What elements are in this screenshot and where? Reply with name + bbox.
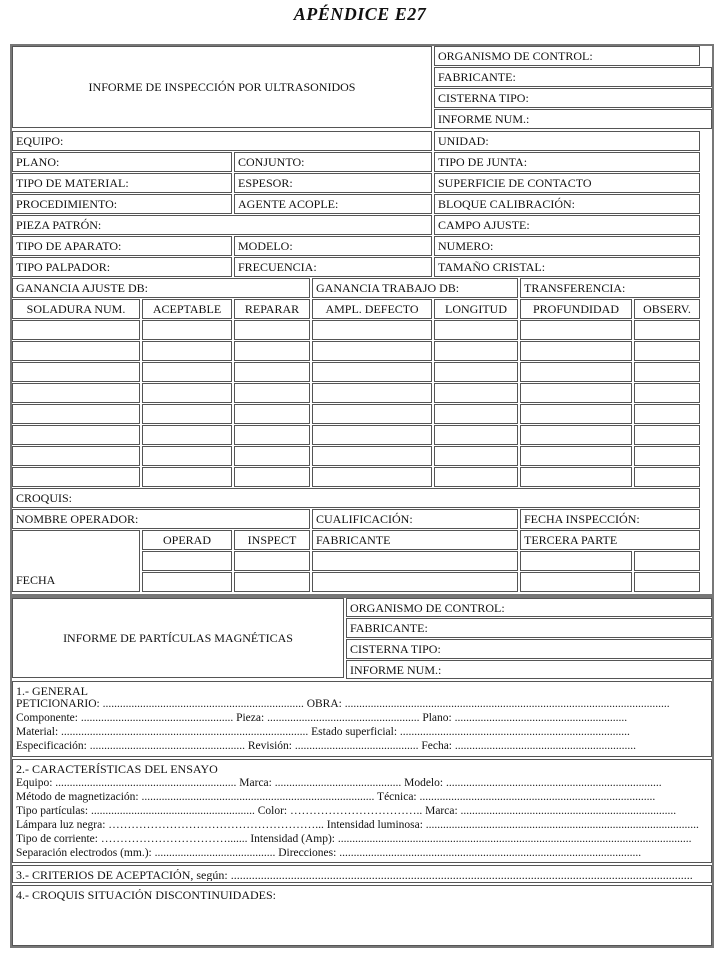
ut-superficie-field[interactable]: SUPERFICIE DE CONTACTO (434, 173, 700, 193)
col-header-observ: OBSERV. (634, 299, 700, 319)
ut-cis-field[interactable]: CISTERNA TIPO: (434, 88, 712, 108)
mp-report-title (12, 598, 344, 678)
mp-general-line-peticionario[interactable]: PETICIONARIO: ...................................................................... OBRA: ................................................................................................................. (16, 699, 670, 710)
ut-fecha-label: FECHA (12, 571, 140, 592)
ut-grid-cell-ampl-defecto[interactable] (312, 341, 432, 361)
ut-grid-cell-aceptable[interactable] (142, 320, 232, 340)
ut-plano-field[interactable]: PLANO: (12, 152, 232, 172)
ut-grid-cell-aceptable[interactable] (142, 467, 232, 487)
ut-grid-cell-profundidad[interactable] (520, 341, 632, 361)
ut-date-inspect[interactable] (234, 572, 310, 592)
ut-cualificacion-field[interactable]: CUALIFICACIÓN: (312, 509, 518, 529)
ut-espesor-field[interactable]: ESPESOR: (234, 173, 432, 193)
mp-ensayo-section (12, 759, 712, 863)
ut-date-fabricante[interactable] (312, 572, 518, 592)
ut-grid-cell-soldadura[interactable] (12, 425, 140, 445)
ut-grid-cell-reparar[interactable] (234, 425, 310, 445)
ut-frecuencia-field[interactable]: FRECUENCIA: (234, 257, 432, 277)
ut-grid-cell-profundidad[interactable] (520, 425, 632, 445)
col-header-longitud: LONGITUD (434, 299, 518, 319)
ut-sign-inspect-1[interactable] (234, 551, 310, 571)
ut-equipo-field[interactable]: EQUIPO: (12, 131, 432, 151)
ut-grid-cell-observ[interactable] (634, 425, 700, 445)
ut-material-field[interactable]: TIPO DE MATERIAL: (12, 173, 232, 193)
ut-grid-cell-soldadura[interactable] (12, 404, 140, 424)
ut-date-operad[interactable] (142, 572, 232, 592)
ut-grid-cell-ampl-defecto[interactable] (312, 446, 432, 466)
ut-operador-field[interactable]: NOMBRE OPERADOR: (12, 509, 310, 529)
ut-campo-field[interactable]: CAMPO AJUSTE: (434, 215, 700, 235)
mp-general-line-especificacion[interactable]: Especificación: ...................................................... Revisión: ........................................... Fecha: ............................................................... (16, 741, 636, 752)
mp-cis-field[interactable]: CISTERNA TIPO: (346, 639, 712, 659)
ut-grid-cell-reparar[interactable] (234, 320, 310, 340)
ut-grid-cell-aceptable[interactable] (142, 341, 232, 361)
inspection-form (10, 44, 714, 948)
ut-grid-cell-ampl-defecto[interactable] (312, 404, 432, 424)
ut-grid-cell-longitud[interactable] (434, 362, 518, 382)
mp-org-field[interactable]: ORGANISMO DE CONTROL: (346, 598, 712, 617)
ut-modelo-field[interactable]: MODELO: (234, 236, 432, 256)
ut-report-title-text: INFORME DE INSPECCIÓN POR ULTRASONIDOS (88, 80, 356, 94)
ut-grid-cell-reparar[interactable] (234, 467, 310, 487)
mp-ensayo-line-particulas[interactable]: Tipo partículas: ......................................................... Color: …………………………….. Marca: ........................................................................... (16, 806, 677, 817)
ut-grid-cell-aceptable[interactable] (142, 425, 232, 445)
ut-grid-cell-profundidad[interactable] (520, 446, 632, 466)
ut-grid-cell-ampl-defecto[interactable] (312, 467, 432, 487)
mp-criterios-section (12, 865, 712, 883)
ut-grid-cell-longitud[interactable] (434, 320, 518, 340)
mp-ensayo-title: 2.- CARACTERÍSTICAS DEL ENSAYO (16, 763, 218, 775)
ut-grid-cell-observ[interactable] (634, 383, 700, 403)
ut-grid-cell-profundidad[interactable] (520, 467, 632, 487)
col-header-soldadura: SOLADURA NUM. (12, 299, 140, 319)
ut-sign-fabricante-1[interactable] (312, 551, 518, 571)
col-header-reparar: REPARAR (234, 299, 310, 319)
ut-procedimiento-field[interactable]: PROCEDIMIENTO: (12, 194, 232, 214)
ut-grid-cell-soldadura[interactable] (12, 341, 140, 361)
ut-grid-cell-aceptable[interactable] (142, 446, 232, 466)
ut-grid-cell-ampl-defecto[interactable] (312, 383, 432, 403)
ut-grid-cell-soldadura[interactable] (12, 467, 140, 487)
mp-croquis-title: 4.- CROQUIS SITUACIÓN DISCONTINUIDADES: (16, 889, 276, 901)
ut-date-tercera-2[interactable] (634, 572, 700, 592)
ut-transferencia-field[interactable]: TRANSFERENCIA: (520, 278, 700, 298)
page-title: APÉNDICE E27 (293, 4, 427, 24)
ut-grid-cell-reparar[interactable] (234, 404, 310, 424)
mp-ensayo-line-electrodos[interactable]: Separación electrodos (mm.): .......................................... Direcciones: ......................................................................................................... (16, 848, 642, 859)
ut-grid-cell-reparar[interactable] (234, 341, 310, 361)
ut-grid-cell-observ[interactable] (634, 320, 700, 340)
ut-grid-cell-profundidad[interactable] (520, 404, 632, 424)
ut-agente-field[interactable]: AGENTE ACOPLE: (234, 194, 432, 214)
mp-report-title-text: INFORME DE PARTÍCULAS MAGNÉTICAS (63, 631, 293, 645)
mp-general-section (12, 681, 712, 757)
ut-fabricante-label: FABRICANTE (312, 530, 518, 550)
ut-grid-cell-reparar[interactable] (234, 362, 310, 382)
ut-grid-cell-observ[interactable] (634, 362, 700, 382)
ut-grid-cell-longitud[interactable] (434, 341, 518, 361)
ut-fecha-inspeccion-field[interactable]: FECHA INSPECCIÓN: (520, 509, 700, 529)
ut-grid-cell-aceptable[interactable] (142, 362, 232, 382)
ut-grid-cell-profundidad[interactable] (520, 320, 632, 340)
ut-grid-cell-aceptable[interactable] (142, 404, 232, 424)
ut-report-title (12, 46, 432, 128)
ut-ganancia-ajuste-field[interactable]: GANANCIA AJUSTE DB: (12, 278, 310, 298)
mp-ensayo-line-equipo[interactable]: Equipo: ............................................................... Marca: ............................................ Modelo: ........................................................................... (16, 778, 662, 789)
ut-grid-cell-reparar[interactable] (234, 383, 310, 403)
mp-croquis-section[interactable] (12, 885, 712, 946)
ut-aparato-field[interactable]: TIPO DE APARATO: (12, 236, 232, 256)
col-header-aceptable: ACEPTABLE (142, 299, 232, 319)
col-header-profundidad: PROFUNDIDAD (520, 299, 632, 319)
ut-operad-label: OPERAD (142, 530, 232, 550)
ut-sign-tercera-1[interactable] (520, 551, 632, 571)
ut-bloque-field[interactable]: BLOQUE CALIBRACIÓN: (434, 194, 700, 214)
ut-croquis-field[interactable]: CROQUIS: (12, 488, 700, 508)
ut-grid-cell-ampl-defecto[interactable] (312, 425, 432, 445)
ut-cristal-field[interactable]: TAMAÑO CRISTAL: (434, 257, 700, 277)
ut-grid-cell-observ[interactable] (634, 467, 700, 487)
ut-grid-cell-reparar[interactable] (234, 446, 310, 466)
ut-grid-cell-profundidad[interactable] (520, 383, 632, 403)
ut-ganancia-trabajo-field[interactable]: GANANCIA TRABAJO DB: (312, 278, 518, 298)
mp-general-line-material[interactable]: Material: ...................................................................................... Estado superficial: ................................................................................ (16, 727, 630, 738)
ut-grid-cell-soldadura[interactable] (12, 362, 140, 382)
mp-criterios-line[interactable]: 3.- CRITERIOS DE ACEPTACIÓN, según: .......................................................................................................................................................... (16, 869, 693, 881)
mp-general-title: 1.- GENERAL (16, 685, 88, 697)
ut-pieza-field[interactable]: PIEZA PATRÓN: (12, 215, 432, 235)
mp-ensayo-line-lampara[interactable]: Lámpara luz negra: ………………………………………………... Intensidad luminosa: ............................................................................................... (16, 820, 699, 831)
ut-junta-field[interactable]: TIPO DE JUNTA: (434, 152, 700, 172)
ut-tercera-parte-label: TERCERA PARTE (520, 530, 700, 550)
ut-inf-field[interactable]: INFORME NUM.: (434, 109, 712, 129)
ut-grid-cell-soldadura[interactable] (12, 446, 140, 466)
ut-grid-cell-observ[interactable] (634, 404, 700, 424)
ut-palpador-field[interactable]: TIPO PALPADOR: (12, 257, 232, 277)
ut-grid-cell-longitud[interactable] (434, 467, 518, 487)
ut-org-field[interactable]: ORGANISMO DE CONTROL: (434, 46, 700, 66)
ut-grid-cell-ampl-defecto[interactable] (312, 362, 432, 382)
ut-date-tercera-1[interactable] (520, 572, 632, 592)
ut-grid-cell-longitud[interactable] (434, 404, 518, 424)
mp-fab-field[interactable]: FABRICANTE: (346, 618, 712, 638)
ut-sign-operad-1[interactable] (142, 551, 232, 571)
col-header-ampl-defecto: AMPL. DEFECTO (312, 299, 432, 319)
ut-grid-cell-longitud[interactable] (434, 425, 518, 445)
mp-ensayo-line-metodo[interactable]: Método de magnetización: ................................................................................. Técnica: .................................................................................. (16, 792, 656, 803)
ut-grid-cell-ampl-defecto[interactable] (312, 320, 432, 340)
ut-inspect-label: INSPECT (234, 530, 310, 550)
ut-grid-cell-aceptable[interactable] (142, 383, 232, 403)
ut-grid-cell-observ[interactable] (634, 446, 700, 466)
ut-conjunto-field[interactable]: CONJUNTO: (234, 152, 432, 172)
ut-grid-cell-observ[interactable] (634, 341, 700, 361)
ut-numero-field[interactable]: NUMERO: (434, 236, 700, 256)
ut-grid-cell-profundidad[interactable] (520, 362, 632, 382)
mp-inf-field[interactable]: INFORME NUM.: (346, 660, 712, 679)
ut-grid-cell-longitud[interactable] (434, 383, 518, 403)
mp-general-line-componente[interactable]: Componente: ..................................................... Pieza: ..................................................... Plano: ............................................................ (16, 713, 628, 724)
ut-unidad-field[interactable]: UNIDAD: (434, 131, 700, 151)
ut-sign-tercera-2[interactable] (634, 551, 700, 571)
ut-grid-cell-soldadura[interactable] (12, 320, 140, 340)
ut-grid-cell-soldadura[interactable] (12, 383, 140, 403)
ut-grid-cell-longitud[interactable] (434, 446, 518, 466)
ut-fab-field[interactable]: FABRICANTE: (434, 67, 712, 87)
mp-ensayo-line-corriente[interactable]: Tipo de corriente: ……………………………....... Intensidad (Amp): ........................................................................................................................... (16, 834, 692, 845)
